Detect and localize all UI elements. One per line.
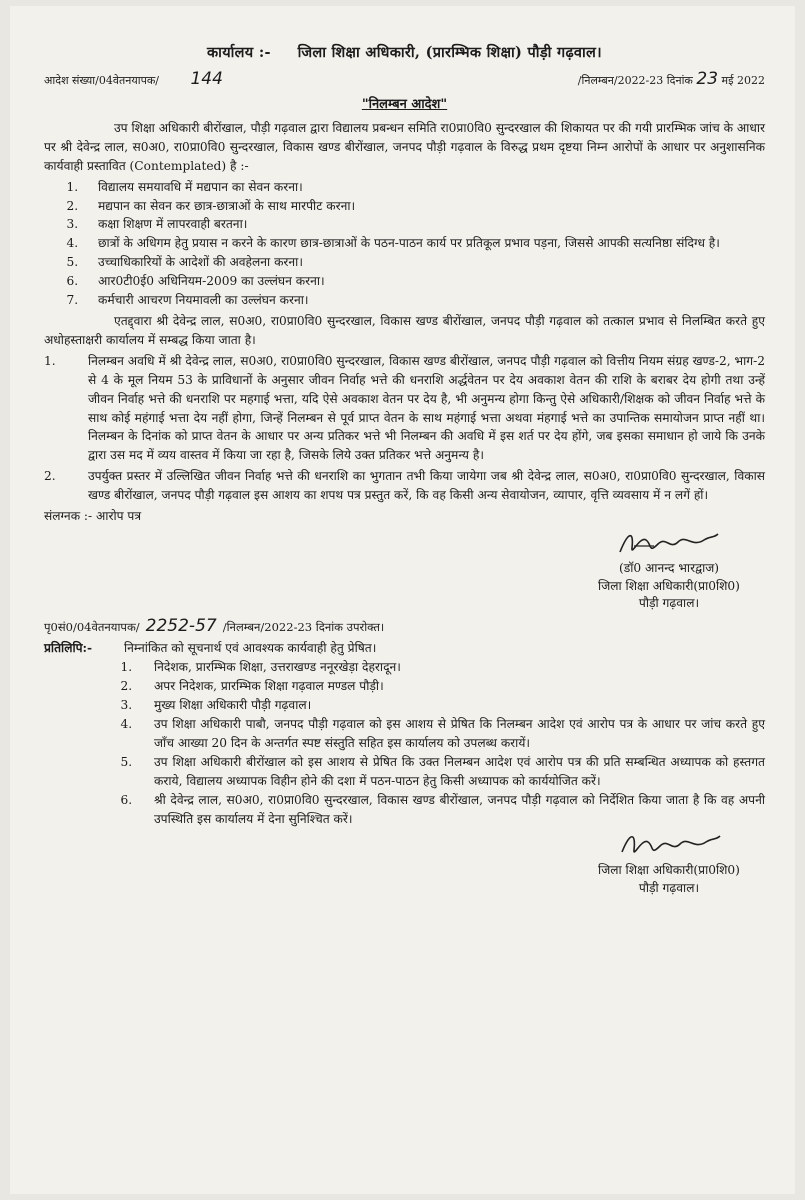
- copy-item: 4. उप शिक्षा अधिकारी पाबौ, जनपद पौड़ी गढ़वाल को इस आशय से प्रेषित कि निलम्बन आदेश एवं आरोप पत्र के आधार पर जांच करते हुए जाँच आख्या 20 दिन के अन्तर्गत स्पष्ट संस्तुति सहित इस कार्यालय को उपलब्ध करायें।: [136, 715, 765, 753]
- handwritten-signature: [564, 828, 774, 862]
- paragraph-text: निलम्बन अवधि में श्री देवेन्द्र लाल, स0अ0, रा0प्रा0वि0 सुन्दरखाल, विकास खण्ड बीरोंखाल, जनपद पौड़ी गढ़वाल को वित्तीय नियम संग्रह खण्ड-2, भाग-2 से 4 के मूल नियम 53 के प्राविधानों के अनुसार जीवन निर्वाह भत्ते की धनराशि अर्द्धवेतन पर देय अवकाश वेतन की राशि के बराबर देय होगी तथा उन्हें जीवन निर्वाह भत्ते की धनराशि पर महगाई भत्ता, यदि ऐसे अवकाश वेतन पर देय है, भी अनुमन्य होगा किन्तु ऐसे अधिकारी/शिक्षक को जीवन निर्वाह भत्ते के साथ कोई महंगाई भत्ता देय नहीं होगा, जिन्हें निलम्बन से पूर्व प्राप्त वेतन के साथ महंगाई भत्ता अथवा मंहगाई भत्ते का उपान्तिक समायोजन प्राप्त नहीं था। निलम्बन के दिनांक को प्राप्त वेतन के आधार पर अन्य प्रतिकर भत्ते भी निलम्बन की अवधि में इस शर्त पर देय होंगे, जब इसका समाधान हो जाये कि उनके द्वारा उस मद में व्यय वास्तव में किया जा रहा है, जिसके लिये उक्त प्रतिकर भत्ते अनुमन्य है।: [88, 353, 765, 463]
- office-name: जिला शिक्षा अधिकारी, (प्रारम्भिक शिक्षा) पौड़ी गढ़वाल।: [297, 44, 602, 61]
- memo-reference-line: [44, 616, 765, 639]
- charges-list: [44, 178, 765, 310]
- charge-item: 7. कर्मचारी आचरण नियमावली का उल्लंघन करना।: [82, 291, 765, 310]
- order-ref-prefix: आदेश संख्या/04वेतनयापक/: [44, 74, 159, 88]
- signatory-place: पौड़ी गढ़वाल।: [638, 596, 700, 611]
- order-ref-number: 144: [190, 69, 223, 90]
- copy-item: 5. उप शिक्षा अधिकारी बीरोंखाल को इस आशय से प्रेषित कि उक्त निलम्बन आदेश एवं आरोप पत्र की प्रति सम्बन्धित अध्यापक को हस्तगत कराये, विद्यालय अध्यापक विहीन होने की दशा में पठन-पाठन हेतु किसी अध्यापक को कार्ययोजित करें।: [136, 753, 765, 791]
- order-date-rest: मई 2022: [721, 74, 765, 88]
- order-reference-line: [44, 66, 765, 92]
- office-header: [44, 42, 765, 64]
- copy-to-header: [44, 639, 765, 658]
- memo-number: 2252-57: [145, 616, 217, 637]
- signatory-place: पौड़ी गढ़वाल।: [638, 881, 700, 896]
- office-label: कार्यालय :-: [207, 44, 271, 61]
- charge-item: 1. विद्यालय समयावधि में मद्यपान का सेवन करना।: [82, 178, 765, 197]
- copy-intro: निम्नांकित को सूचनार्थ एवं आवश्यक कार्यवाही हेतु प्रेषित।: [124, 641, 377, 656]
- copies-list: [44, 658, 765, 828]
- order-ref-suffix: /निलम्बन/2022-23 दिनांक: [577, 74, 693, 88]
- document-page: [10, 6, 795, 1194]
- memo-prefix: पृ0सं0/04वेतनयापक/: [44, 620, 140, 635]
- suspension-paragraph: एतद्द्वारा श्री देवेन्द्र लाल, स0अ0, रा0प्रा0वि0 सुन्दरखाल, विकास खण्ड बीरोंखाल, जनपद पौड़ी गढ़वाल को तत्काल प्रभाव से निलम्बित करते हुए अधोहस्ताक्षरी कार्यालय में सम्बद्ध किया जाता है।: [44, 314, 765, 347]
- signatory-designation: जिला शिक्षा अधिकारी(प्रा0शि0): [598, 863, 740, 878]
- handwritten-signature: [564, 526, 774, 560]
- charge-item: 4. छात्रों के अधिगम हेतु प्रयास न करने के कारण छात्र-छात्राओं के पठन-पाठन कार्य पर प्रतिकूल प्रभाव पड़ना, जिससे आपकी सत्यनिष्ठा संदिग्ध है।: [82, 234, 765, 253]
- copy-item: 1. निदेशक, प्रारम्भिक शिक्षा, उत्तराखण्ड ननूरखेड़ा देहरादून।: [136, 658, 765, 677]
- copy-item: 3. मुख्य शिक्षा अधिकारी पौड़ी गढ़वाल।: [136, 696, 765, 715]
- order-date-day: 23: [696, 69, 719, 90]
- charge-item: 2. मद्यपान का सेवन कर छात्र-छात्राओं के साथ मारपीट करना।: [82, 197, 765, 216]
- paragraph-number: 2.: [44, 469, 56, 484]
- numbered-paragraph: [44, 467, 765, 505]
- copy-item: 2. अपर निदेशक, प्रारम्भिक शिक्षा गढ़वाल मण्डल पौड़ी।: [136, 677, 765, 696]
- signature-block-1: [564, 526, 774, 613]
- signatory-name: (डॉ0 आनन्द भारद्वाज): [618, 560, 720, 575]
- charge-item: 6. आर0टी0ई0 अधिनियम-2009 का उल्लंघन करना।: [82, 272, 765, 291]
- intro-paragraph: उप शिक्षा अधिकारी बीरोंखाल, पौड़ी गढ़वाल द्वारा विद्यालय प्रबन्धन समिति रा0प्रा0वि0 सुन्दरखाल की शिकायत पर की गयी प्रारम्भिक जांच के आधार पर श्री देवेन्द्र लाल, स0अ0, रा0प्रा0वि0 सुन्दरखाल, विकास खण्ड बीरोंखाल, जनपद पौड़ी गढ़वाल के विरुद्ध प्रथम दृष्टया निम्न आरोपों के आधार पर अनुशासनिक कार्यवाही प्रस्तावित (Contemplated) है :-: [44, 120, 765, 173]
- charge-item: 5. उच्चाधिकारियों के आदेशों की अवहेलना करना।: [82, 253, 765, 272]
- paragraph-number: 1.: [44, 353, 56, 368]
- copy-label: प्रतिलिपि:-: [44, 641, 93, 656]
- numbered-paragraph: [44, 352, 765, 465]
- paragraph-text: उपर्युक्त प्रस्तर में उल्लिखित जीवन निर्वाह भत्ते की धनराशि का भुगतान तभी किया जायेगा जब श्री देवेन्द्र लाल, स0अ0, रा0प्रा0वि0 सुन्दरखाल, विकास खण्ड बीरोंखाल, जनपद पौड़ी गढ़वाल इस आशय का शपथ पत्र प्रस्तुत करें, कि वह किसी अन्य सेवायोजन, व्यापार, वृत्ति व्यवसाय में न लगें हों।: [88, 469, 765, 503]
- order-title: "निलम्बन आदेश": [361, 96, 448, 112]
- signature-block-2: [564, 828, 774, 897]
- enclosure-line: संलग्नक :- आरोप पत्र: [44, 509, 142, 524]
- charge-item: 3. कक्षा शिक्षण में लापरवाही बरतना।: [82, 215, 765, 234]
- copy-item: 6. श्री देवेन्द्र लाल, स0अ0, रा0प्रा0वि0 सुन्दरखाल, विकास खण्ड बीरोंखाल, जनपद पौड़ी गढ़वाल को निर्देशित किया जाता है कि वह अपनी उपस्थिति इस कार्यालय में देना सुनिश्चित करें।: [136, 791, 765, 829]
- memo-suffix: /निलम्बन/2022-23 दिनांक उपरोक्त।: [222, 620, 385, 635]
- signatory-designation: जिला शिक्षा अधिकारी(प्रा0शि0): [598, 578, 740, 593]
